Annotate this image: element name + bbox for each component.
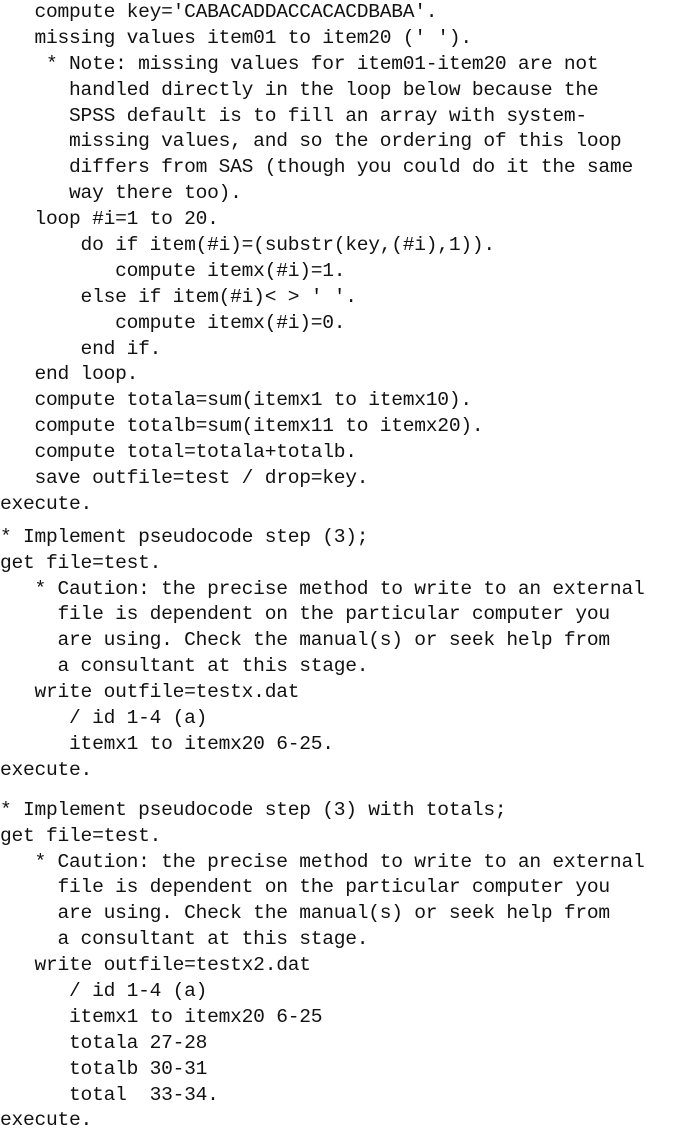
code-line: totalb 30-31 xyxy=(0,1057,208,1080)
code-comment-line: * Implement pseudocode step (3) with totals; xyxy=(0,798,507,821)
code-line: / id 1-4 (a) xyxy=(0,979,208,1002)
code-line: else if item(#i)< > ' '. xyxy=(0,285,357,308)
code-line: compute itemx(#i)=0. xyxy=(0,311,346,334)
code-line: loop #i=1 to 20. xyxy=(0,208,219,231)
code-line: itemx1 to itemx20 6-25. xyxy=(0,732,334,755)
code-line: execute. xyxy=(0,1109,93,1132)
code-line: itemx1 to itemx20 6-25 xyxy=(0,1005,323,1028)
code-line: write outfile=testx.dat xyxy=(0,681,300,704)
code-line: compute totala=sum(itemx1 to itemx10). xyxy=(0,389,472,412)
code-line: compute total=totala+totalb. xyxy=(0,441,357,464)
code-line: / id 1-4 (a) xyxy=(0,707,208,730)
code-comment-line: * Note: missing values for item01-item20 are not xyxy=(0,52,599,75)
code-line: get file=test. xyxy=(0,551,162,574)
code-comment-line: way there too). xyxy=(0,182,242,205)
code-comment-line: a consultant at this stage. xyxy=(0,928,369,951)
code-comment-line: are using. Check the manual(s) or seek help from xyxy=(0,902,610,925)
code-comment-line: * Caution: the precise method to write to an external xyxy=(0,577,645,600)
code-line: compute key='CABACADDACCACACDBABA'. xyxy=(0,1,438,23)
code-comment-line: file is dependent on the particular computer you xyxy=(0,603,610,626)
code-line: do if item(#i)=(substr(key,(#i),1)). xyxy=(0,234,495,257)
code-line: execute. xyxy=(0,492,93,515)
code-line: compute totalb=sum(itemx11 to itemx20). xyxy=(0,415,484,438)
code-line: write outfile=testx2.dat xyxy=(0,954,311,977)
code-line: get file=test. xyxy=(0,824,162,847)
code-comment-line: * Caution: the precise method to write to an external xyxy=(0,850,645,873)
code-line: end loop. xyxy=(0,363,139,386)
code-line: execute. xyxy=(0,758,93,781)
code-line: total 33-34. xyxy=(0,1083,219,1106)
code-comment-line: a consultant at this stage. xyxy=(0,655,369,678)
code-line: save outfile=test / drop=key. xyxy=(0,467,369,490)
code-line: missing values item01 to item20 (' '). xyxy=(0,26,472,49)
code-comment-line: SPSS default is to fill an array with system- xyxy=(0,104,587,127)
code-comment-line: are using. Check the manual(s) or seek help from xyxy=(0,629,610,652)
code-comment-line: * Implement pseudocode step (3); xyxy=(0,525,369,548)
code-line: totala 27-28 xyxy=(0,1031,208,1054)
code-comment-line: handled directly in the loop below because the xyxy=(0,78,599,101)
code-comment-line: differs from SAS (though you could do it the same xyxy=(0,156,633,179)
code-line: end if. xyxy=(0,337,162,360)
code-comment-line: missing values, and so the ordering of this loop xyxy=(0,130,622,153)
code-line: compute itemx(#i)=1. xyxy=(0,259,346,282)
code-comment-line: file is dependent on the particular computer you xyxy=(0,876,610,899)
